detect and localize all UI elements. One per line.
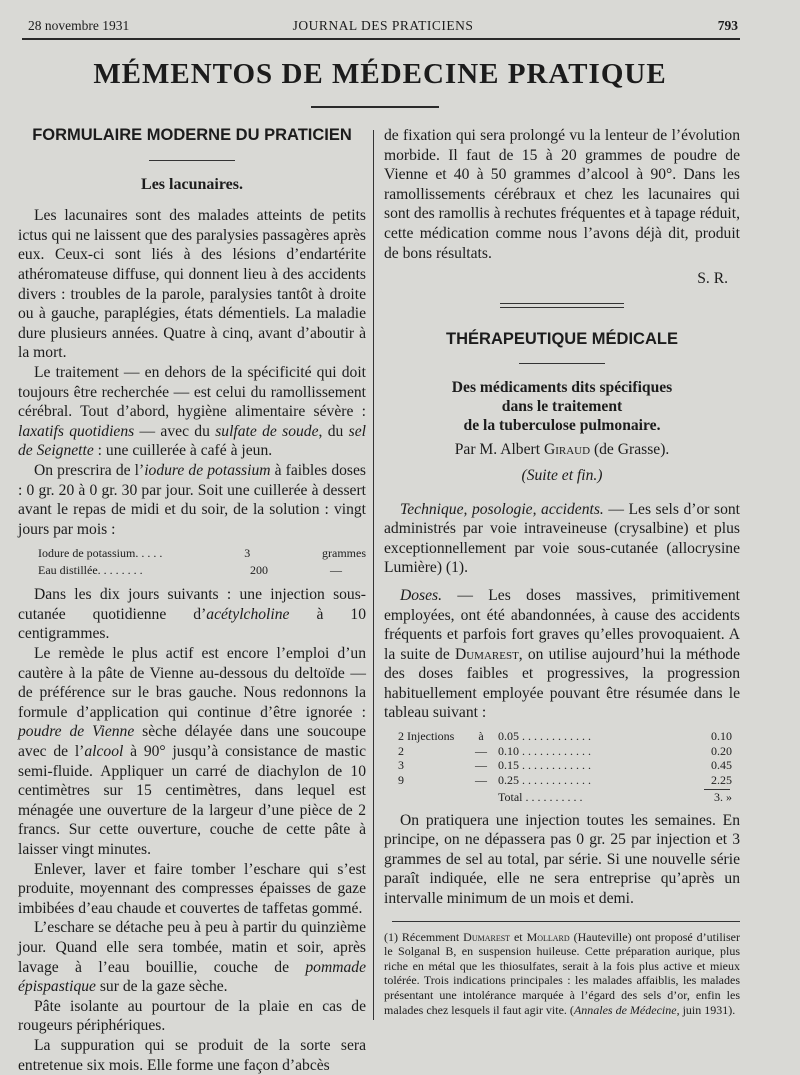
paragraph: de fixation qui sera prolongé vu la lenteur de l’évolution morbide. Il faut de 15 à 20 grammes de poudre de Vienne et 40 à 50 grammes d’alcool à 90°. Dans les ramollissements cérébraux et chez les lacunaires qui sont des ramollis à rechutes fréquentes et à tapage réduit, cette médication comme nous l’avons déjà dit, produit de bons résultats. xyxy=(384,127,740,262)
article-title: Des médicaments dits spécifiques dans le traitement de la tuberculose pulmonaire. xyxy=(451,379,673,435)
formula-row: Iodure de potassium. . . . . 3 grammes xyxy=(38,546,366,561)
running-header xyxy=(28,16,738,38)
paragraph: Dans les dix jours suivants : une injection sous-cutanée quotidienne d’acétylcholine à 10 centigrammes. xyxy=(18,586,366,643)
author-line: Par M. Albert Giraud (de Grasse). xyxy=(454,441,670,459)
paragraph: Les lacunaires sont des malades atteints de petits ictus qui ne laissent que des paralysies passagères après eux. Ceux-ci sont liés à des lésions d’endartérite athéromateuse diffuse, qui donnent lieu à des accidents divers : troubles de la parole, paralysies tantôt à droite ou à gauche, paraplégies, états démentiels. La maladie dure plusieurs années. Quatre à cinq, avant d’aboutir à la mort. xyxy=(18,207,366,362)
section-rule xyxy=(519,363,605,364)
dose-table xyxy=(398,729,732,805)
paragraph: On prescrira de l’iodure de potassium à faibles doses : 0 gr. 20 à 0 gr. 30 par jour. Soit une cuillerée à dessert avant le repas de midi et du soir, de la solution : vingt jours par mois : xyxy=(18,461,366,538)
right-column xyxy=(384,126,740,1017)
paragraph: Le remède le plus actif est encore l’emploi d’un cautère à la pâte de Vienne au-dessous du deltoïde — de préférence sur le bras gauche. Nous redonnons la formule d’application qui continue d’être ignorée : poudre de Vienne sèche délayée dans une soucoupe avec de l’alcool à 90° jusqu’à consistance de mastic semi-fluide. Appliquer un carré de diachylon de 10 centimètres sur 15 centimètres, dans lequel est ménagée une ouverture de la largeur d’une pièce de 2 francs. Sur cette ouverture, couche de cette pâte à laisser vingt minutes. xyxy=(18,645,367,858)
section-rule xyxy=(149,160,235,161)
header-rule xyxy=(22,38,740,40)
paragraph: L’eschare se détache peu à peu à partir du quinzième jour. Quand elle sera tombée, matin et soir, après lavage à l’eau bouillie, couche de pommade épispastique sur de la gaze sèche. xyxy=(18,919,366,996)
table-row: 3 — 0.15 . . . . . . . . . . . . 0.45 xyxy=(398,758,732,773)
title-rule xyxy=(311,106,439,108)
continuation-note: (Suite et fin.) xyxy=(521,466,603,484)
signature: S. R. xyxy=(697,270,728,288)
issue-date: 28 novembre 1931 xyxy=(28,18,130,33)
paragraph: On pratiquera une injection toutes les semaines. En principe, on ne dépassera pas 0 gr. 25 par injection et 3 grammes de sel au total, par série. Si une nouvelle série paraît indiquée, elle ne sera entreprise qu’après un intervalle minimum de un mois et demi. xyxy=(384,811,740,907)
footnote: (1) Récemment Dumarest et Mollard (Hauteville) ont proposé d’utiliser le Solganal B, en suspension huileuse. Cette préparation aurique, plus riche en métal que les thiosulfates, serait à la fois plus active et mieux tolérée. Trois indications principales : les malades affaiblis, les malades présentant une intolérance marquée à l’égard des sels d’or, enfin les malades chez lesquels il faut agir vite. (Annales de Médecine, juin 1931). xyxy=(384,929,740,1017)
table-total-row: Total . . . . . . . . . . 3. » xyxy=(498,790,732,805)
paragraph: Enlever, laver et faire tomber l’eschare qui s’est produite, moyennant des compresses épaisses de gaze imbibées d’eau chaude et couvertes de taffetas gommé. xyxy=(18,860,366,917)
paragraph: Le traitement — en dehors de la spécificité qui doit toujours être recherchée — est celui du ramollissement cérébral. Tout d’abord, hygiène alimentaire sévère : laxatifs quotidiens — avec du sulfate de soude, du sel de Seignette : une cuillerée à café à jeun. xyxy=(18,363,366,460)
column-divider xyxy=(373,130,374,1020)
section-title: THÉRAPEUTIQUE MÉDICALE xyxy=(446,329,678,348)
table-row: 2 — 0.10 . . . . . . . . . . . . 0.20 xyxy=(398,743,732,758)
journal-name: JOURNAL DES PRATICIENS xyxy=(292,18,474,33)
footnote-rule xyxy=(392,921,740,922)
prescription-formula xyxy=(38,545,366,579)
formula-row: Eau distillée. . . . . . . . 200 — xyxy=(38,563,342,578)
page-title: MÉMENTOS DE MÉDECINE PRATIQUE xyxy=(93,58,667,90)
paragraph: Doses. — Les doses massives, primitivement employées, ont été abandonnées, à cause des accidents fréquents et parfois fort graves qu’elles provoquaient. A la suite de Dumarest, on utilise aujourd’hui la méthode des doses faibles et progressives, la progression habituellement employée pouvant être résumée dans le tableau suivant : xyxy=(384,586,740,722)
table-row: 2 Injections à 0.05 . . . . . . . . . . . . 0.10 xyxy=(398,729,732,744)
double-rule xyxy=(500,303,624,308)
section-title: FORMULAIRE MODERNE DU PRATICIEN xyxy=(32,126,352,144)
article-title: Les lacunaires. xyxy=(141,175,243,193)
paragraph: Pâte isolante au pourtour de la plaie en cas de rougeurs périphériques. xyxy=(18,997,366,1035)
table-row: 9 — 0.25 . . . . . . . . . . . . 2.25 xyxy=(398,772,732,787)
paragraph: La suppuration qui se produit de la sorte sera entretenue six mois. Elle forme une façon d’abcès xyxy=(18,1036,366,1074)
left-column xyxy=(18,126,366,1075)
paragraph: Technique, posologie, accidents. — Les sels d’or sont administrés par voie intraveineuse (crysalbine) et plus exceptionnellement par voie sous-cutanée (allocrysine Lumière) (1). xyxy=(384,500,740,577)
page-number: 793 xyxy=(717,18,738,33)
